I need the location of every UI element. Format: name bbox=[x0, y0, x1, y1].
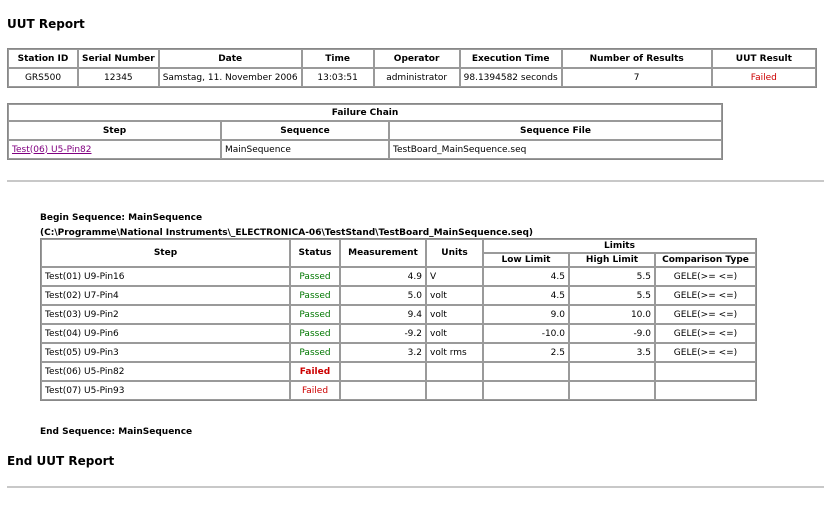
step-comparison-type bbox=[655, 362, 756, 381]
step-high-limit: 5.5 bbox=[569, 286, 655, 305]
step-status: Passed bbox=[290, 267, 340, 286]
step-low-limit bbox=[483, 381, 569, 400]
step-name: Test(06) U5-Pin82 bbox=[41, 362, 290, 381]
date-value: Samstag, 11. November 2006 bbox=[159, 68, 302, 87]
steps-header-high-limit: High Limit bbox=[569, 253, 655, 267]
step-measurement: 5.0 bbox=[340, 286, 426, 305]
step-name: Test(01) U9-Pin16 bbox=[41, 267, 290, 286]
failure-chain-table bbox=[7, 103, 723, 160]
table-row bbox=[41, 267, 756, 286]
header-execution-time: Execution Time bbox=[460, 49, 562, 68]
steps-header-units: Units bbox=[426, 239, 483, 267]
header-operator: Operator bbox=[374, 49, 460, 68]
table-row bbox=[41, 362, 756, 381]
time-value: 13:03:51 bbox=[302, 68, 374, 87]
step-high-limit bbox=[569, 381, 655, 400]
step-units: V bbox=[426, 267, 483, 286]
failure-chain-header-sequence-file: Sequence File bbox=[389, 121, 722, 140]
table-row bbox=[41, 381, 756, 400]
step-status: Failed bbox=[290, 362, 340, 381]
steps-header-measurement: Measurement bbox=[340, 239, 426, 267]
step-comparison-type: GELE(>= <=) bbox=[655, 324, 756, 343]
step-units bbox=[426, 381, 483, 400]
step-status: Passed bbox=[290, 305, 340, 324]
sequence-path: (C:\Programme\National Instruments\_ELECTRONICA-06\TestStand\TestBoard_MainSequence.seq) bbox=[40, 228, 533, 238]
step-low-limit: -10.0 bbox=[483, 324, 569, 343]
step-status: Passed bbox=[290, 343, 340, 362]
table-row bbox=[41, 305, 756, 324]
begin-sequence-label: Begin Sequence: MainSequence bbox=[40, 213, 203, 223]
step-high-limit: 3.5 bbox=[569, 343, 655, 362]
step-comparison-type: GELE(>= <=) bbox=[655, 343, 756, 362]
step-comparison-type: GELE(>= <=) bbox=[655, 267, 756, 286]
uut-result-value: Failed bbox=[712, 68, 816, 87]
operator-value: administrator bbox=[374, 68, 460, 87]
step-measurement bbox=[340, 362, 426, 381]
header-uut-result: UUT Result bbox=[712, 49, 816, 68]
failure-chain-sequence-value: MainSequence bbox=[221, 140, 389, 159]
step-measurement: 3.2 bbox=[340, 343, 426, 362]
step-units: volt bbox=[426, 305, 483, 324]
steps-header-status: Status bbox=[290, 239, 340, 267]
step-comparison-type: GELE(>= <=) bbox=[655, 286, 756, 305]
header-time: Time bbox=[302, 49, 374, 68]
step-high-limit: 10.0 bbox=[569, 305, 655, 324]
step-comparison-type: GELE(>= <=) bbox=[655, 305, 756, 324]
summary-table bbox=[7, 48, 817, 88]
table-row bbox=[41, 324, 756, 343]
steps-header-comparison-type: Comparison Type bbox=[655, 253, 756, 267]
step-measurement bbox=[340, 381, 426, 400]
step-units: volt rms bbox=[426, 343, 483, 362]
header-number-of-results: Number of Results bbox=[562, 49, 712, 68]
step-name: Test(07) U5-Pin93 bbox=[41, 381, 290, 400]
step-name: Test(04) U9-Pin6 bbox=[41, 324, 290, 343]
header-date: Date bbox=[159, 49, 302, 68]
steps-table bbox=[40, 238, 757, 401]
step-low-limit bbox=[483, 362, 569, 381]
step-comparison-type bbox=[655, 381, 756, 400]
failure-chain-step-cell bbox=[8, 140, 221, 159]
step-units: volt bbox=[426, 286, 483, 305]
failure-chain-sequence-file-value: TestBoard_MainSequence.seq bbox=[389, 140, 722, 159]
step-measurement: 4.9 bbox=[340, 267, 426, 286]
steps-header-low-limit: Low Limit bbox=[483, 253, 569, 267]
step-low-limit: 4.5 bbox=[483, 286, 569, 305]
step-measurement: 9.4 bbox=[340, 305, 426, 324]
station-id-value: GRS500 bbox=[8, 68, 78, 87]
step-units bbox=[426, 362, 483, 381]
step-high-limit bbox=[569, 362, 655, 381]
steps-header-step: Step bbox=[41, 239, 290, 267]
step-measurement: -9.2 bbox=[340, 324, 426, 343]
end-sequence-label: End Sequence: MainSequence bbox=[40, 427, 193, 437]
step-name: Test(02) U7-Pin4 bbox=[41, 286, 290, 305]
step-units: volt bbox=[426, 324, 483, 343]
failure-chain-title: Failure Chain bbox=[8, 104, 722, 121]
header-station-id: Station ID bbox=[8, 49, 78, 68]
table-row bbox=[41, 343, 756, 362]
step-low-limit: 4.5 bbox=[483, 267, 569, 286]
report-title: UUT Report bbox=[7, 17, 85, 31]
step-name: Test(05) U9-Pin3 bbox=[41, 343, 290, 362]
step-status: Passed bbox=[290, 286, 340, 305]
header-serial-number: Serial Number bbox=[78, 49, 159, 68]
step-name: Test(03) U9-Pin2 bbox=[41, 305, 290, 324]
end-report-title: End UUT Report bbox=[7, 454, 115, 468]
step-high-limit: 5.5 bbox=[569, 267, 655, 286]
step-low-limit: 9.0 bbox=[483, 305, 569, 324]
step-low-limit: 2.5 bbox=[483, 343, 569, 362]
steps-header-limits: Limits bbox=[483, 239, 756, 253]
table-row bbox=[41, 286, 756, 305]
step-status: Failed bbox=[290, 381, 340, 400]
failed-step-link[interactable]: Test(06) U5-Pin82 bbox=[12, 144, 92, 155]
step-high-limit: -9.0 bbox=[569, 324, 655, 343]
serial-number-value: 12345 bbox=[78, 68, 159, 87]
failure-chain-header-step: Step bbox=[8, 121, 221, 140]
number-of-results-value: 7 bbox=[562, 68, 712, 87]
step-status: Passed bbox=[290, 324, 340, 343]
section-divider bbox=[7, 180, 824, 182]
bottom-divider bbox=[7, 486, 824, 488]
execution-time-value: 98.1394582 seconds bbox=[460, 68, 562, 87]
failure-chain-header-sequence: Sequence bbox=[221, 121, 389, 140]
